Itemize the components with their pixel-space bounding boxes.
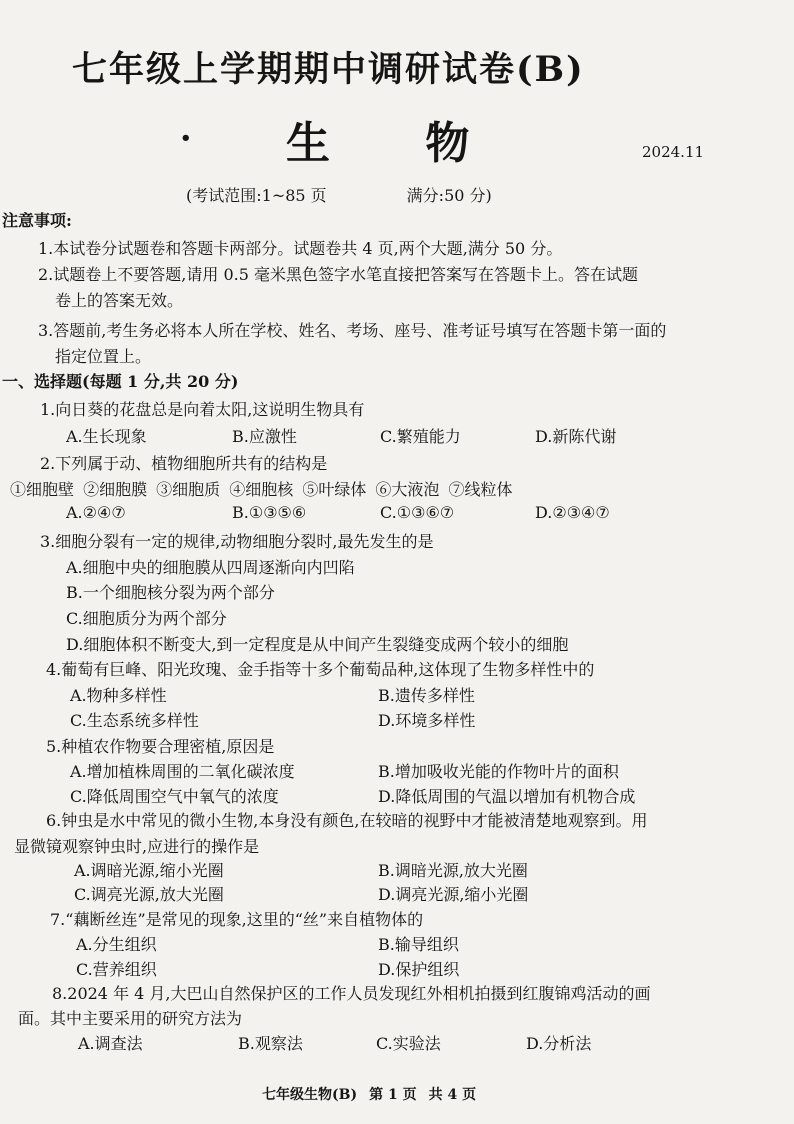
notice-item-3-cont: 指定位置上。 [55, 347, 152, 366]
footer-total: 共 4 页 [428, 1087, 477, 1103]
exam-scope-line [186, 183, 492, 206]
question-2-option-b: B.①③⑤⑥ [232, 503, 307, 522]
exam-scope: (考试范围:1~85 页 [186, 186, 327, 205]
decorative-dot: • [180, 128, 192, 149]
question-2-option-a: A.②④⑦ [66, 503, 126, 522]
footer-course: 七年级生物(B) [262, 1087, 358, 1103]
question-1-option-a: A.生长现象 [66, 427, 147, 446]
question-1-option-c: C.繁殖能力 [380, 427, 461, 446]
question-6-option-d: D.调亮光源,缩小光圈 [378, 885, 529, 904]
question-5-option-a: A.增加植株周围的二氧化碳浓度 [70, 762, 295, 781]
question-7-option-d: D.保护组织 [378, 960, 460, 979]
page-footer [262, 1084, 488, 1104]
footer-page: 第 1 页 [369, 1087, 417, 1103]
full-score: 满分:50 分) [406, 186, 492, 205]
question-6-stem-cont: 显微镜观察钟虫时,应进行的操作是 [14, 837, 260, 856]
question-8-option-d: D.分析法 [526, 1034, 592, 1053]
exam-title: 七年级上学期期中调研试卷(B) [72, 49, 585, 90]
question-5-option-c: C.降低周围空气中氧气的浓度 [70, 787, 279, 806]
question-8-option-a: A.调查法 [78, 1034, 143, 1053]
question-3-option-a: A.细胞中央的细胞膜从四周逐渐向内凹陷 [66, 558, 355, 577]
question-4-option-d: D.环境多样性 [378, 711, 476, 730]
question-7-option-a: A.分生组织 [76, 935, 157, 954]
question-3-option-c: C.细胞质分为两个部分 [66, 609, 227, 628]
question-3-option-d: D.细胞体积不断变大,到一定程度是从中间产生裂缝变成两个较小的细胞 [66, 635, 569, 654]
question-3-option-b: B.一个细胞核分裂为两个部分 [66, 583, 275, 602]
subject-heading: 生 物 [286, 118, 510, 169]
question-7-option-c: C.营养组织 [76, 960, 157, 979]
question-1-stem: 1.向日葵的花盘总是向着太阳,这说明生物具有 [40, 400, 365, 419]
question-5-stem: 5.种植农作物要合理密植,原因是 [46, 737, 275, 756]
question-2-stem: 2.下列属于动、植物细胞所共有的结构是 [40, 454, 328, 473]
notice-item-3: 3.答题前,考生务必将本人所在学校、姓名、考场、座号、准考证号填写在答题卡第一面的 [38, 321, 667, 340]
question-1-option-b: B.应激性 [232, 427, 297, 446]
question-8-option-c: C.实验法 [376, 1034, 441, 1053]
question-6-stem: 6.钟虫是水中常见的微小生物,本身没有颜色,在较暗的视野中才能被清楚地观察到。用 [46, 811, 648, 830]
question-5-option-d: D.降低周围的气温以增加有机物合成 [378, 787, 636, 806]
question-2-option-d: D.②③④⑦ [535, 503, 610, 522]
notice-item-1: 1.本试卷分试题卷和答题卡两部分。试题卷共 4 页,两个大题,满分 50 分。 [38, 239, 563, 258]
question-7-option-b: B.输导组织 [378, 935, 459, 954]
question-4-option-c: C.生态系统多样性 [70, 711, 199, 730]
question-7-stem: 7.“藕断丝连”是常见的现象,这里的“丝”来自植物体的 [50, 910, 424, 929]
question-4-option-b: B.遗传多样性 [378, 686, 475, 705]
exam-date: 2024.11 [642, 143, 705, 161]
notice-item-2-cont: 卷上的答案无效。 [55, 291, 184, 310]
question-8-stem: 8.2024 年 4 月,大巴山自然保护区的工作人员发现红外相机拍摄到红腹锦鸡活动的画 [52, 984, 651, 1003]
notice-heading: 注意事项: [2, 211, 72, 230]
question-5-option-b: B.增加吸收光能的作物叶片的面积 [378, 762, 619, 781]
notice-item-2: 2.试题卷上不要答题,请用 0.5 毫米黑色签字水笔直接把答案写在答题卡上。答在试题 [38, 265, 638, 284]
question-2-option-c: C.①③⑥⑦ [380, 503, 455, 522]
question-4-option-a: A.物种多样性 [70, 686, 167, 705]
question-1-option-d: D.新陈代谢 [535, 427, 617, 446]
question-6-option-b: B.调暗光源,放大光圈 [378, 861, 528, 880]
question-3-stem: 3.细胞分裂有一定的规律,动物细胞分裂时,最先发生的是 [40, 532, 434, 551]
section-heading: 一、选择题(每题 1 分,共 20 分) [2, 372, 239, 391]
question-2-items: ①细胞壁 ②细胞膜 ③细胞质 ④细胞核 ⑤叶绿体 ⑥大液泡 ⑦线粒体 [10, 480, 513, 499]
question-6-option-c: C.调亮光源,放大光圈 [74, 885, 224, 904]
question-6-option-a: A.调暗光源,缩小光圈 [74, 861, 224, 880]
question-8-option-b: B.观察法 [238, 1034, 303, 1053]
question-8-stem-cont: 面。其中主要采用的研究方法为 [18, 1009, 243, 1028]
question-4-stem: 4.葡萄有巨峰、阳光玫瑰、金手指等十多个葡萄品种,这体现了生物多样性中的 [46, 660, 595, 679]
